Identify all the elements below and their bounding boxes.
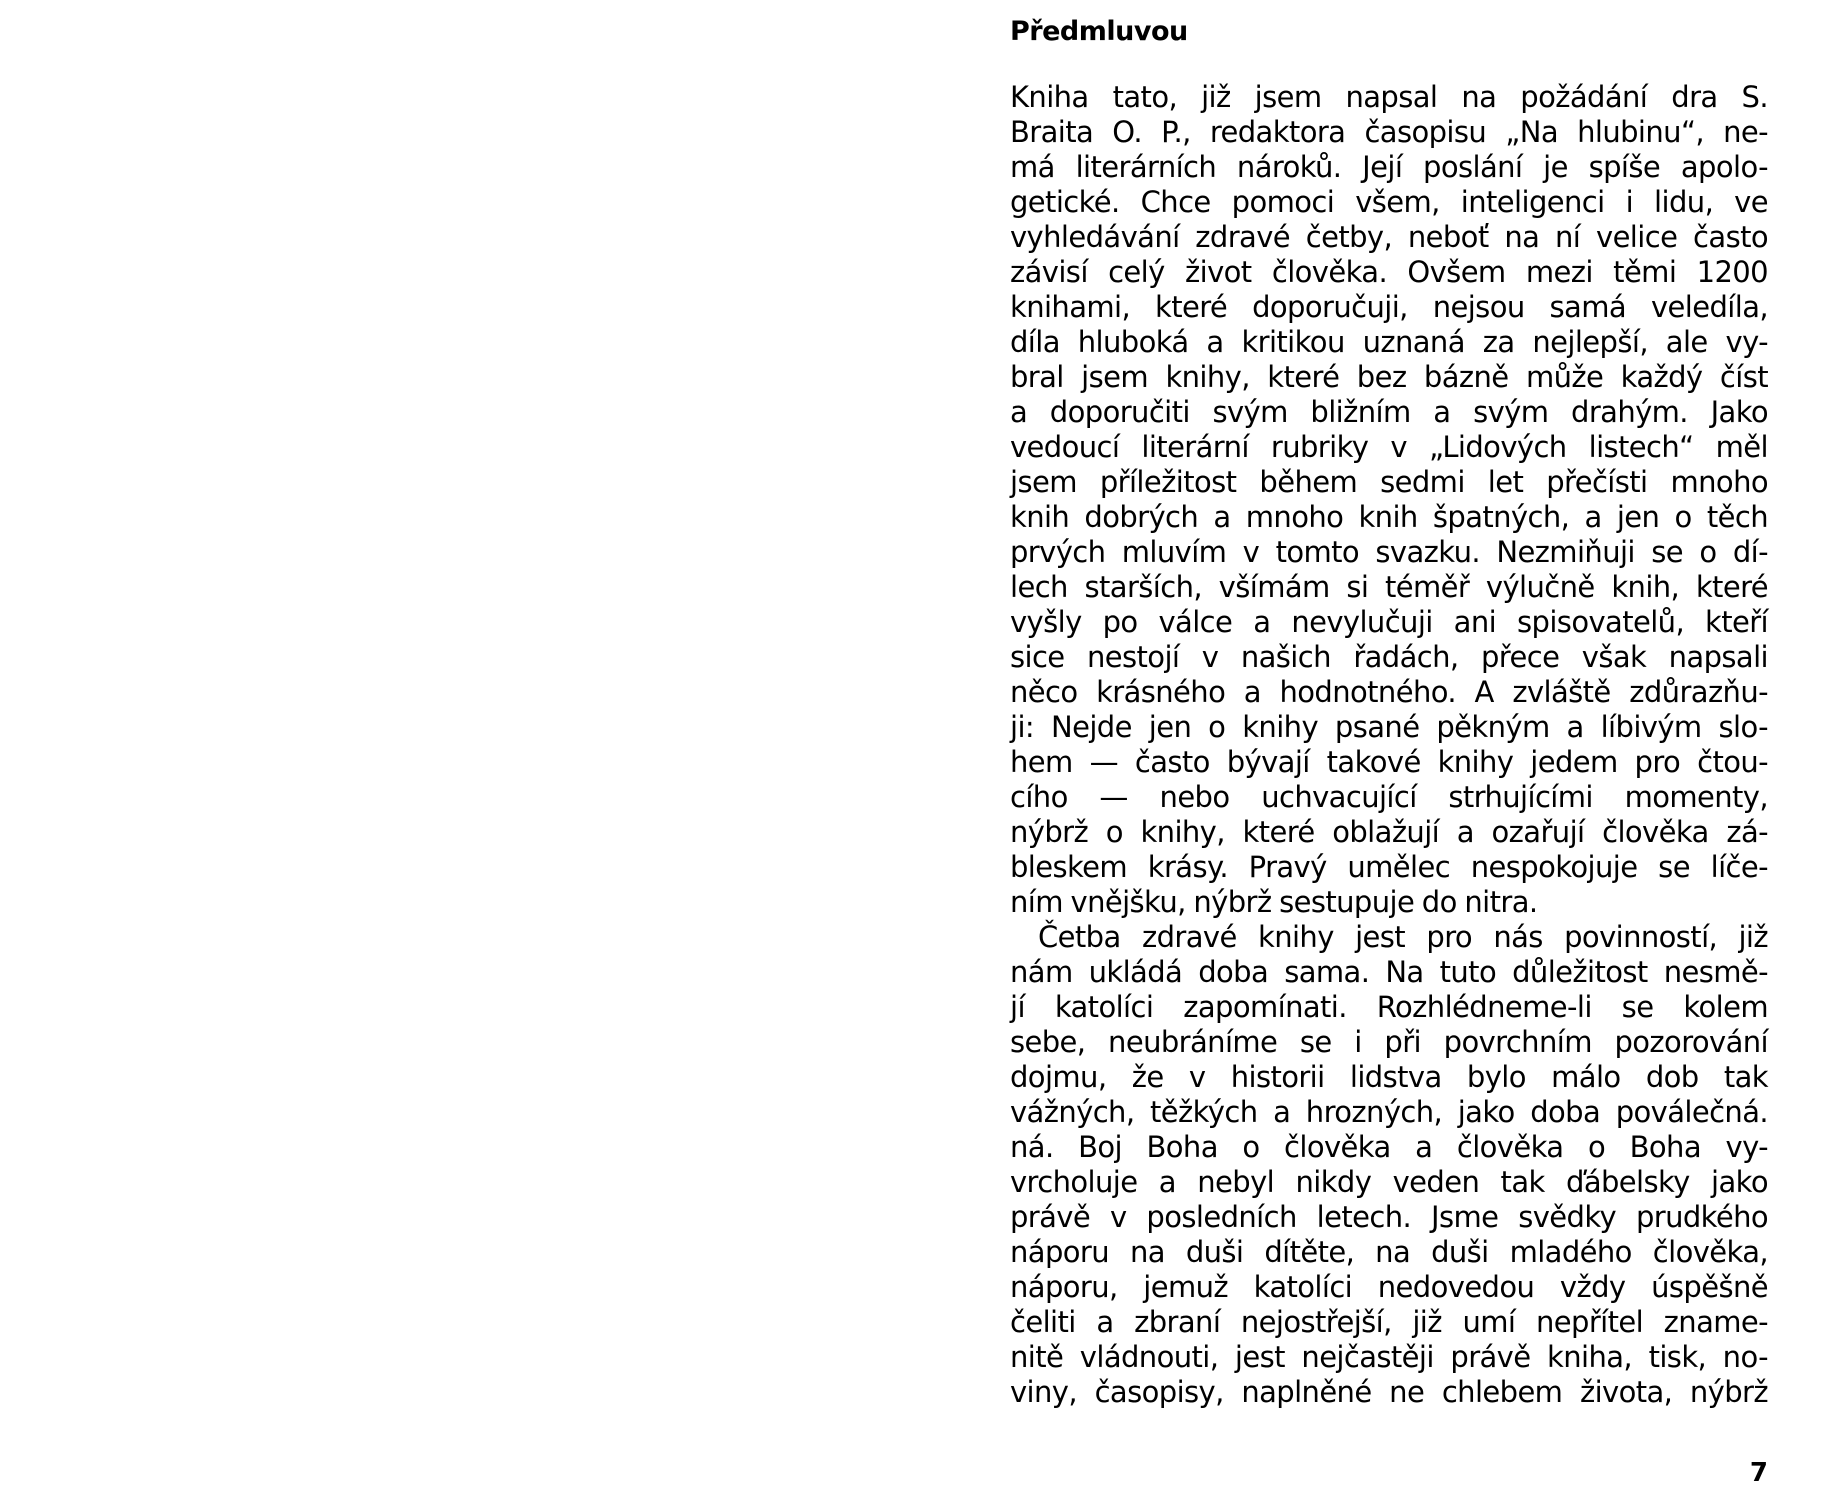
text-line: vyhledávání zdravé četby, neboť na ní velice často — [1010, 220, 1768, 254]
text-line: getické. Chce pomoci všem, inteligenci i lidu, ve — [1010, 185, 1768, 219]
text-line: cího — nebo uchvacující strhujícími momenty, — [1010, 780, 1768, 814]
text-line: má literárních nároků. Její poslání je spíše apolo- — [1010, 150, 1768, 184]
page-heading: Předmluvou — [1010, 16, 1188, 47]
text-line: knihami, které doporučuji, nejsou samá veledíla, — [1010, 290, 1768, 324]
page-number: 7 — [1749, 1458, 1768, 1488]
text-line: prvých mluvím v tomto svazku. Nezmiňuji se o dí- — [1010, 535, 1768, 569]
text-line: náporu na duši dítěte, na duši mladého člověka, — [1010, 1235, 1768, 1269]
text-line: sice nestojí v našich řadách, přece však napsali — [1010, 640, 1768, 674]
text-line: vážných, těžkých a hrozných, jako doba poválečná. — [1010, 1095, 1768, 1129]
text-line: sebe, neubráníme se i při povrchním pozorování — [1010, 1025, 1768, 1059]
text-line: jsem příležitost během sedmi let přečísti mnoho — [1010, 465, 1768, 499]
text-line: něco krásného a hodnotného. A zvláště zdůrazňu- — [1010, 675, 1768, 709]
text-line: náporu, jemuž katolíci nedovedou vždy úspěšně — [1010, 1270, 1768, 1304]
text-line: ji: Nejde jen o knihy psané pěkným a líbivým slo- — [1010, 710, 1768, 744]
text-line: bleskem krásy. Pravý umělec nespokojuje se líče- — [1010, 850, 1768, 884]
text-line: Četba zdravé knihy jest pro nás povinností, již — [1038, 920, 1768, 954]
text-line: nám ukládá doba sama. Na tuto důležitost nesmě- — [1010, 955, 1768, 989]
text-line: bral jsem knihy, které bez bázně může každý číst — [1010, 360, 1768, 394]
right-page — [1000, 0, 1832, 1500]
text-line: ná. Boj Boha o člověka a člověka o Boha vy- — [1010, 1130, 1768, 1164]
body-text — [1010, 80, 1768, 1410]
text-line: vyšly po válce a nevylučuji ani spisovatelů, kteří — [1010, 605, 1768, 639]
text-line: dojmu, že v historii lidstva bylo málo dob tak — [1010, 1060, 1768, 1094]
text-line: lech starších, všímám si téměř výlučně knih, které — [1010, 570, 1768, 604]
text-line: viny, časopisy, naplněné ne chlebem života, nýbrž — [1010, 1375, 1768, 1409]
text-line: Kniha tato, již jsem napsal na požádání dra S. — [1010, 80, 1768, 114]
text-line: nýbrž o knihy, které oblažují a ozařují člověka zá- — [1010, 815, 1768, 849]
text-line: Braita O. P., redaktora časopisu „Na hlubinu“, ne- — [1010, 115, 1768, 149]
text-line: díla hluboká a kritikou uznaná za nejlepší, ale vy- — [1010, 325, 1768, 359]
text-line: závisí celý život člověka. Ovšem mezi těmi 1200 — [1010, 255, 1768, 289]
text-line: ním vnějšku, nýbrž sestupuje do nitra. — [1010, 885, 1538, 919]
text-line: jí katolíci zapomínati. Rozhlédneme-li se kolem — [1010, 990, 1768, 1024]
text-line: nitě vládnouti, jest nejčastěji právě kniha, tisk, no- — [1010, 1340, 1768, 1374]
text-line: vedoucí literární rubriky v „Lidových listech“ měl — [1010, 430, 1768, 464]
text-line: čeliti a zbraní nejostřejší, již umí nepřítel zname- — [1010, 1305, 1768, 1339]
text-line: právě v posledních letech. Jsme svědky prudkého — [1010, 1200, 1768, 1234]
text-line: a doporučiti svým bližním a svým drahým. Jako — [1010, 395, 1768, 429]
text-line: hem — často bývají takové knihy jedem pro čtou- — [1010, 745, 1768, 779]
text-line: knih dobrých a mnoho knih špatných, a jen o těch — [1010, 500, 1768, 534]
text-line: vrcholuje a nebyl nikdy veden tak ďábelsky jako — [1010, 1165, 1768, 1199]
